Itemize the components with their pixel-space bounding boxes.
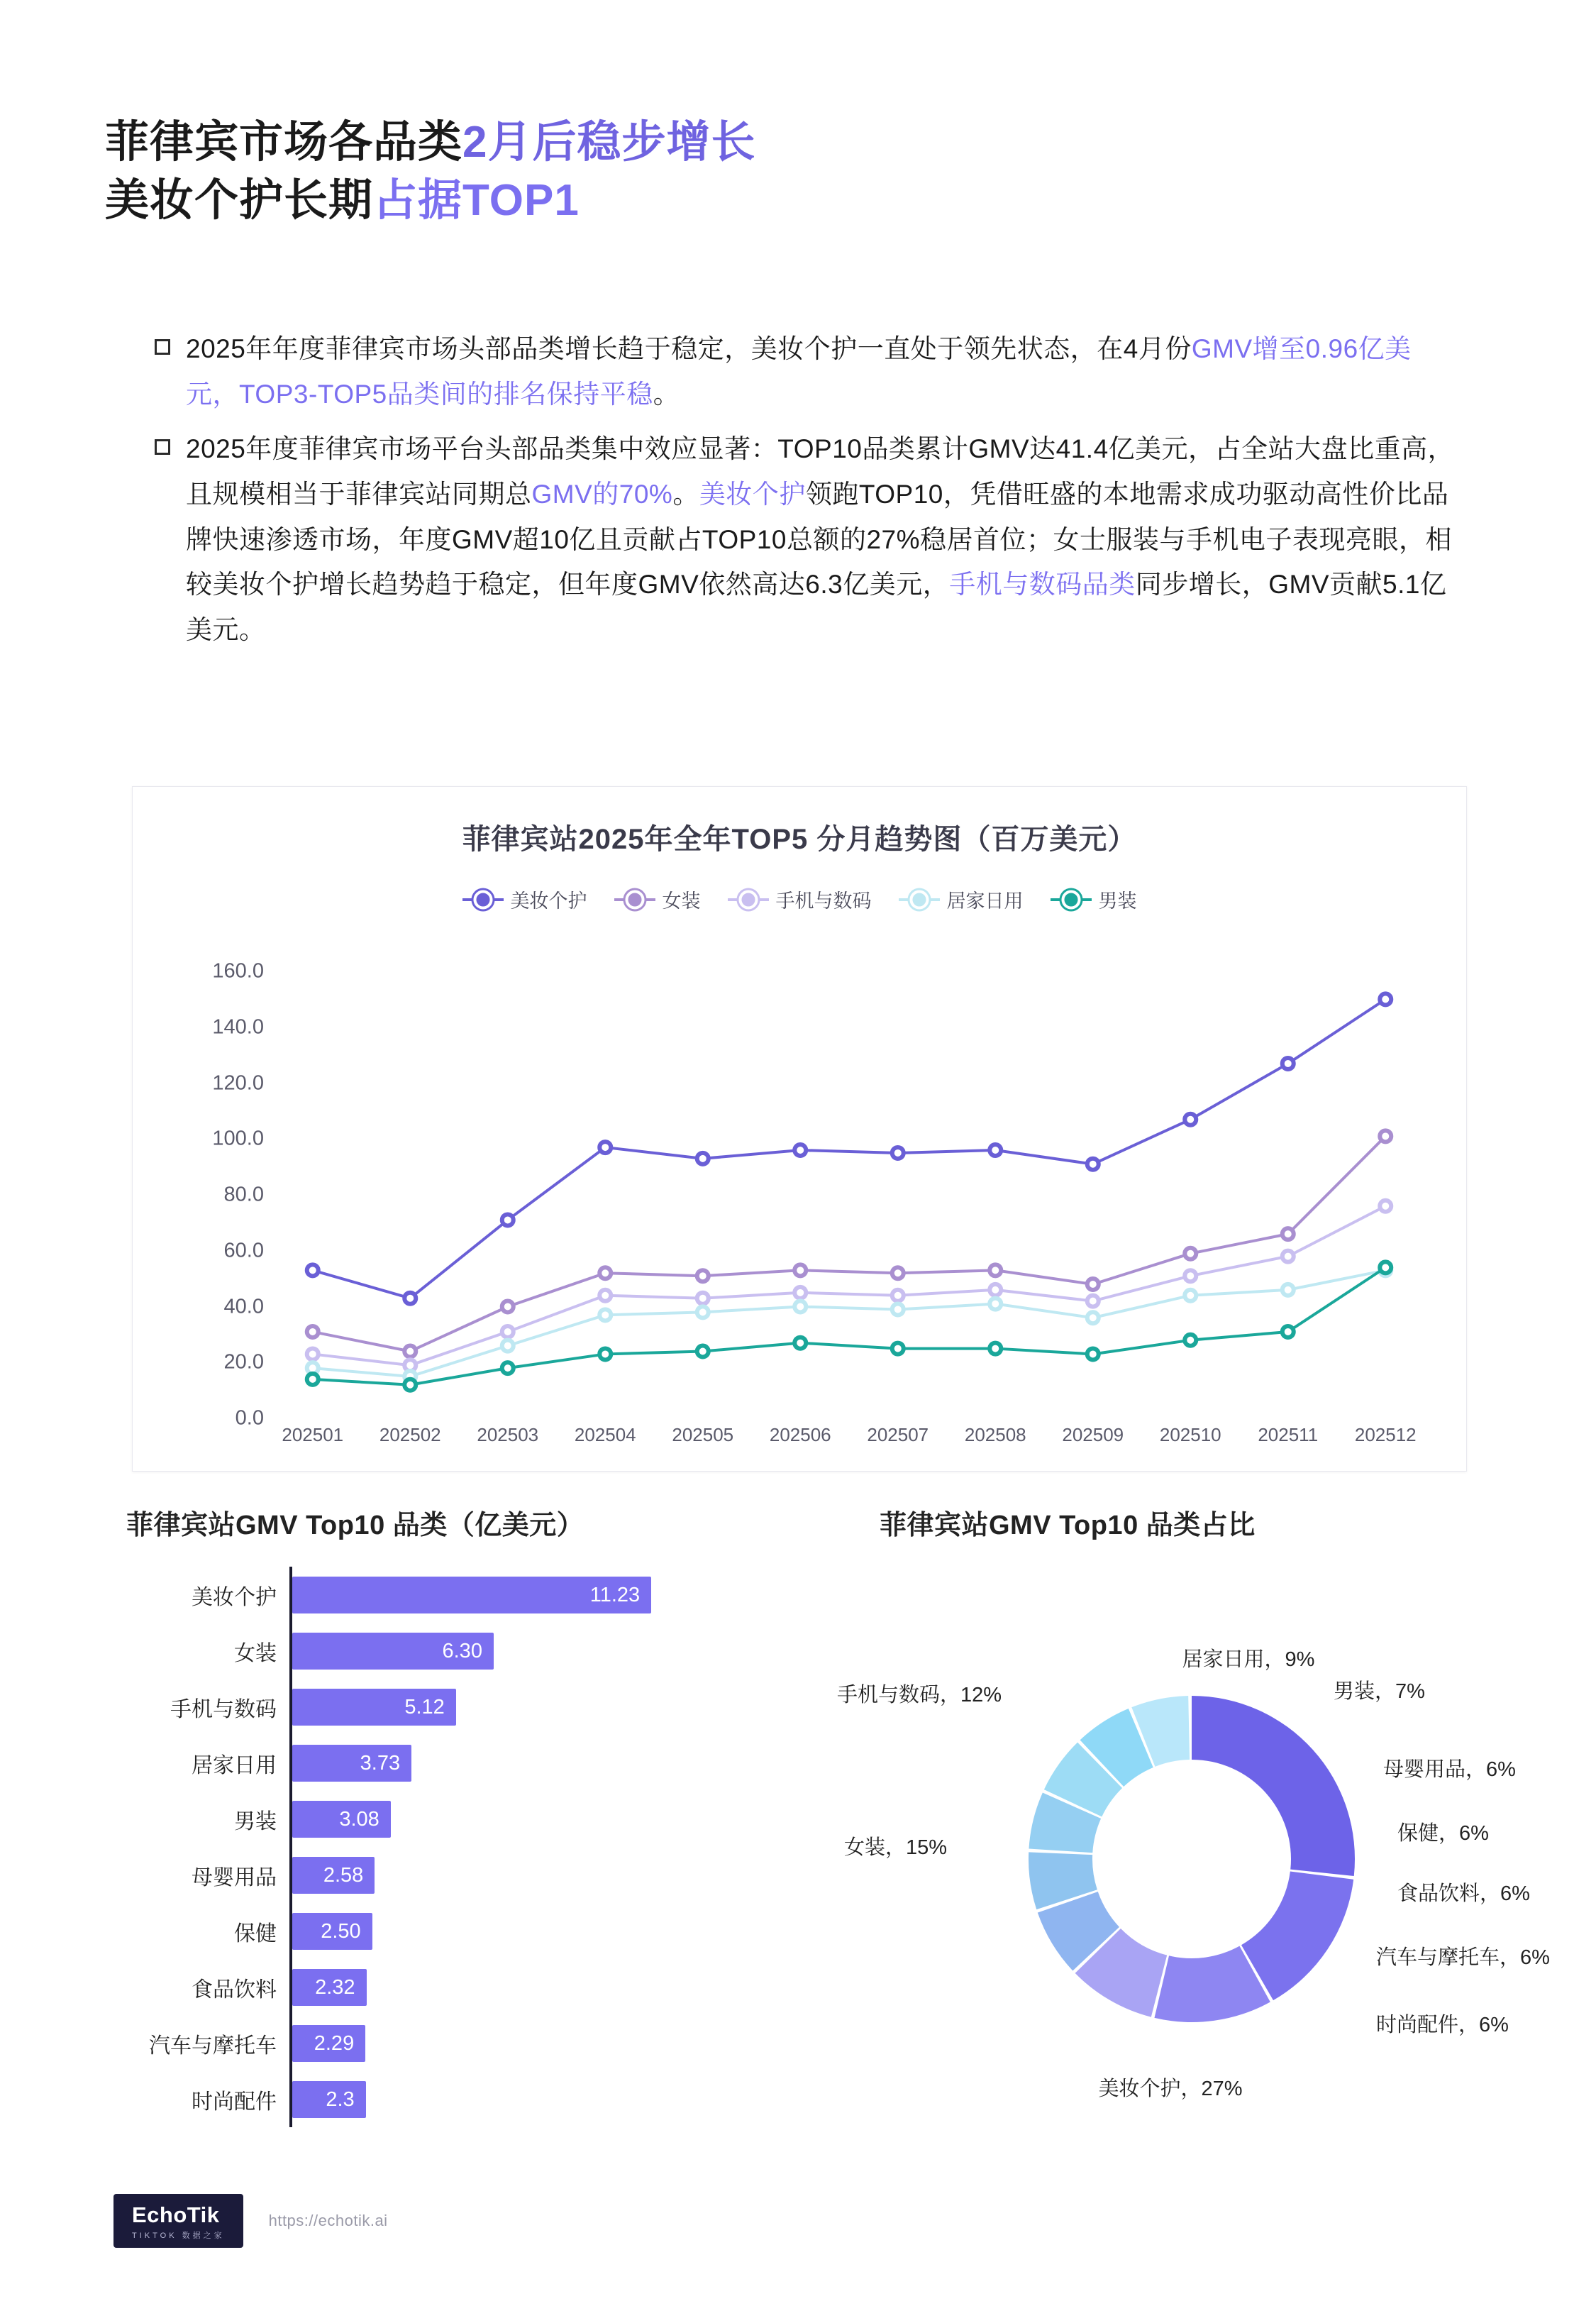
x-tick-label: 202508 — [964, 1424, 1026, 1445]
pie-slice-label: 汽车与摩托车，6% — [1376, 1946, 1550, 1969]
title-line-2-plain: 美妆个护长期 — [105, 175, 374, 225]
line-chart-card — [132, 786, 1467, 1472]
bar-fill — [292, 2025, 365, 2062]
bullet-segment: 。 — [672, 479, 699, 509]
y-tick-label: 80.0 — [223, 1183, 264, 1206]
legend-swatch — [614, 898, 655, 901]
bullet-text-2 — [186, 426, 1460, 652]
pie-slice-label: 母婴用品，6% — [1383, 1758, 1516, 1781]
square-bullet-icon — [155, 339, 170, 355]
bar-value: 2.3 — [326, 2087, 355, 2111]
bar-value: 5.12 — [404, 1695, 445, 1719]
legend-item — [899, 886, 1024, 913]
bar-label: 美妆个护 — [192, 1585, 277, 1609]
bar-fill — [292, 1913, 372, 1950]
title-line-1 — [105, 114, 1453, 172]
bar-row — [126, 2015, 765, 2071]
title-line-2-accent: 占据TOP1 — [373, 175, 580, 225]
bar-chart — [126, 1567, 765, 2148]
pie-slice-label: 女装，15% — [844, 1836, 948, 1859]
bar-value: 3.73 — [360, 1751, 401, 1775]
x-tick-label: 202509 — [1062, 1424, 1124, 1445]
bullet-segment: 2025年年度菲律宾市场头部品类增长趋于稳定，美妆个护一直处于领先状态，在4月份 — [186, 334, 1192, 363]
bar-fill — [292, 1857, 375, 1894]
legend-label: 手机与数码 — [775, 890, 872, 912]
legend-item — [614, 886, 701, 913]
bar-row — [126, 1959, 765, 2015]
bullet-segment: 美妆个护 — [699, 479, 806, 509]
bar-fill — [292, 2081, 366, 2118]
pie-slice-label: 男装，7% — [1334, 1680, 1425, 1703]
bar-row — [126, 1735, 765, 1791]
bar-row — [126, 1791, 765, 1847]
bar-label: 保健 — [234, 1921, 277, 1946]
bar-label: 女装 — [234, 1641, 277, 1665]
bar-track — [289, 1679, 765, 1735]
bar-track — [289, 1903, 765, 1959]
bullet-segment: GMV增至0.96亿美元，TOP3-TOP5品类间的排名保持平稳 — [186, 334, 1412, 409]
list-item — [155, 326, 1460, 416]
bullet-segment: 领跑TOP10，凭借旺盛的本地需求成功驱动高性价比品牌快速渗透市场，年度GMV超10亿且贡献占TOP10总额的27%稳居首位；女士服装与手机电子表现亮眼，相较美妆个护增长趋势趋于稳定，但年度GMV依然高达6.3亿美元， — [186, 479, 1453, 600]
page-title — [105, 114, 1453, 230]
bar-fill — [292, 1689, 456, 1726]
x-tick-label: 202505 — [672, 1424, 734, 1445]
brand-name: EchoTik — [132, 2202, 220, 2227]
footer-url: https://echotik.ai — [268, 2212, 388, 2229]
bar-track — [289, 1735, 765, 1791]
bar-row — [126, 1567, 765, 1623]
legend-label: 女装 — [662, 890, 701, 912]
bar-label: 食品饮料 — [192, 1977, 277, 2002]
pie-slice-label: 保健，6% — [1397, 1822, 1489, 1845]
y-tick-label: 40.0 — [223, 1295, 264, 1318]
pie-slice-label: 食品饮料，6% — [1397, 1882, 1530, 1905]
line-chart-svg — [133, 964, 1466, 1461]
bar-value: 2.29 — [314, 2031, 355, 2055]
legend-swatch — [462, 898, 504, 901]
bar-track — [289, 1847, 765, 1903]
y-tick-label: 0.0 — [235, 1406, 264, 1430]
bar-track — [289, 1567, 765, 1623]
title-line-1-accent: 2月后稳步增长 — [462, 118, 756, 167]
bullet-text-1 — [186, 326, 1460, 416]
line-chart-x-axis — [264, 1424, 1434, 1446]
title-line-1-plain: 菲律宾市场各品类 — [105, 118, 463, 167]
y-tick-label: 140.0 — [212, 1015, 264, 1039]
legend-label: 美妆个护 — [510, 890, 587, 912]
bar-track — [289, 1791, 765, 1847]
x-tick-label: 202506 — [769, 1424, 831, 1445]
bar-row — [126, 1903, 765, 1959]
bar-row — [126, 2071, 765, 2127]
bullet-segment: 。 — [653, 379, 680, 409]
bar-fill — [292, 1969, 367, 2006]
x-tick-label: 202502 — [379, 1424, 441, 1445]
brand-tagline: TIKTOK 数据之家 — [132, 2231, 225, 2240]
bar-track — [289, 1623, 765, 1679]
pie-slice-label: 居家日用，9% — [1182, 1648, 1315, 1671]
bar-value: 6.30 — [442, 1639, 482, 1662]
bar-label: 居家日用 — [192, 1753, 277, 1777]
line-chart-plot — [133, 959, 1466, 1461]
bullet-segment: GMV的70% — [531, 479, 673, 509]
bar-label: 手机与数码 — [170, 1697, 277, 1721]
y-tick-label: 60.0 — [223, 1239, 264, 1262]
bar-value: 2.58 — [323, 1863, 364, 1887]
legend-swatch — [1051, 898, 1092, 901]
brand-logo — [113, 2194, 243, 2248]
legend-item — [1051, 886, 1137, 913]
y-tick-label: 160.0 — [212, 959, 264, 983]
bar-label: 母婴用品 — [192, 1865, 277, 1890]
legend-swatch — [899, 898, 940, 901]
legend-item — [728, 886, 872, 913]
x-tick-label: 202504 — [574, 1424, 636, 1445]
legend-label: 居家日用 — [946, 890, 1024, 912]
bar-value: 2.50 — [321, 1919, 361, 1943]
pie-slice-label: 手机与数码，12% — [837, 1684, 1002, 1706]
bar-chart-title: 菲律宾站GMV Top10 品类（亿美元） — [126, 1511, 584, 1540]
line-chart-title: 菲律宾站2025年全年TOP5 分月趋势图（百万美元） — [462, 824, 1137, 855]
x-tick-label: 202510 — [1159, 1424, 1221, 1445]
bar-row — [126, 1847, 765, 1903]
line-chart-legend — [133, 886, 1466, 913]
x-tick-label: 202512 — [1354, 1424, 1417, 1445]
bar-value: 11.23 — [589, 1583, 641, 1606]
bullet-segment: 2025年度菲律宾市场平台头部品类集中效应显著：TOP10品类累计GMV达41.4亿美元，占全站大盘比重高，且规模相当于菲律宾站同期总 — [186, 434, 1455, 509]
y-tick-label: 100.0 — [212, 1127, 264, 1150]
bar-label: 时尚配件 — [192, 2090, 277, 2114]
bar-track — [289, 2015, 765, 2071]
pie-chart-title: 菲律宾站GMV Top10 品类占比 — [880, 1511, 1256, 1540]
x-tick-label: 202507 — [867, 1424, 929, 1445]
bar-fill — [292, 1633, 494, 1670]
pie-slice-label: 时尚配件，6% — [1376, 2014, 1509, 2036]
bar-label: 男装 — [234, 1809, 277, 1833]
legend-swatch — [728, 898, 769, 901]
bar-fill — [292, 1577, 651, 1613]
bar-value: 2.32 — [315, 1975, 355, 1999]
bullet-segment: 手机与数码品类 — [949, 570, 1136, 600]
y-tick-label: 20.0 — [223, 1350, 264, 1374]
square-bullet-icon — [155, 439, 170, 455]
title-line-2 — [105, 172, 1453, 230]
donut-slice — [1192, 1696, 1355, 1876]
bar-value: 3.08 — [339, 1807, 379, 1831]
bar-row — [126, 1679, 765, 1735]
bar-label: 汽车与摩托车 — [149, 2034, 277, 2058]
bar-fill — [292, 1745, 411, 1782]
footer — [113, 2194, 388, 2248]
list-item — [155, 426, 1460, 652]
x-tick-label: 202503 — [477, 1424, 539, 1445]
bar-track — [289, 1959, 765, 2015]
bar-row — [126, 1623, 765, 1679]
legend-item — [462, 886, 587, 913]
pie-chart — [837, 1554, 1550, 2164]
bullet-list — [155, 326, 1460, 662]
bar-track — [289, 2071, 765, 2127]
y-tick-label: 120.0 — [212, 1071, 264, 1094]
x-tick-label: 202501 — [282, 1424, 344, 1445]
line-chart-y-axis — [133, 959, 264, 1430]
legend-label: 男装 — [1098, 890, 1137, 912]
bar-fill — [292, 1801, 391, 1838]
pie-slice-label: 美妆个护，27% — [1098, 2078, 1243, 2100]
x-tick-label: 202511 — [1258, 1424, 1319, 1445]
bullet-segment: 同步增长，GMV贡献5.1亿美元。 — [186, 570, 1447, 644]
